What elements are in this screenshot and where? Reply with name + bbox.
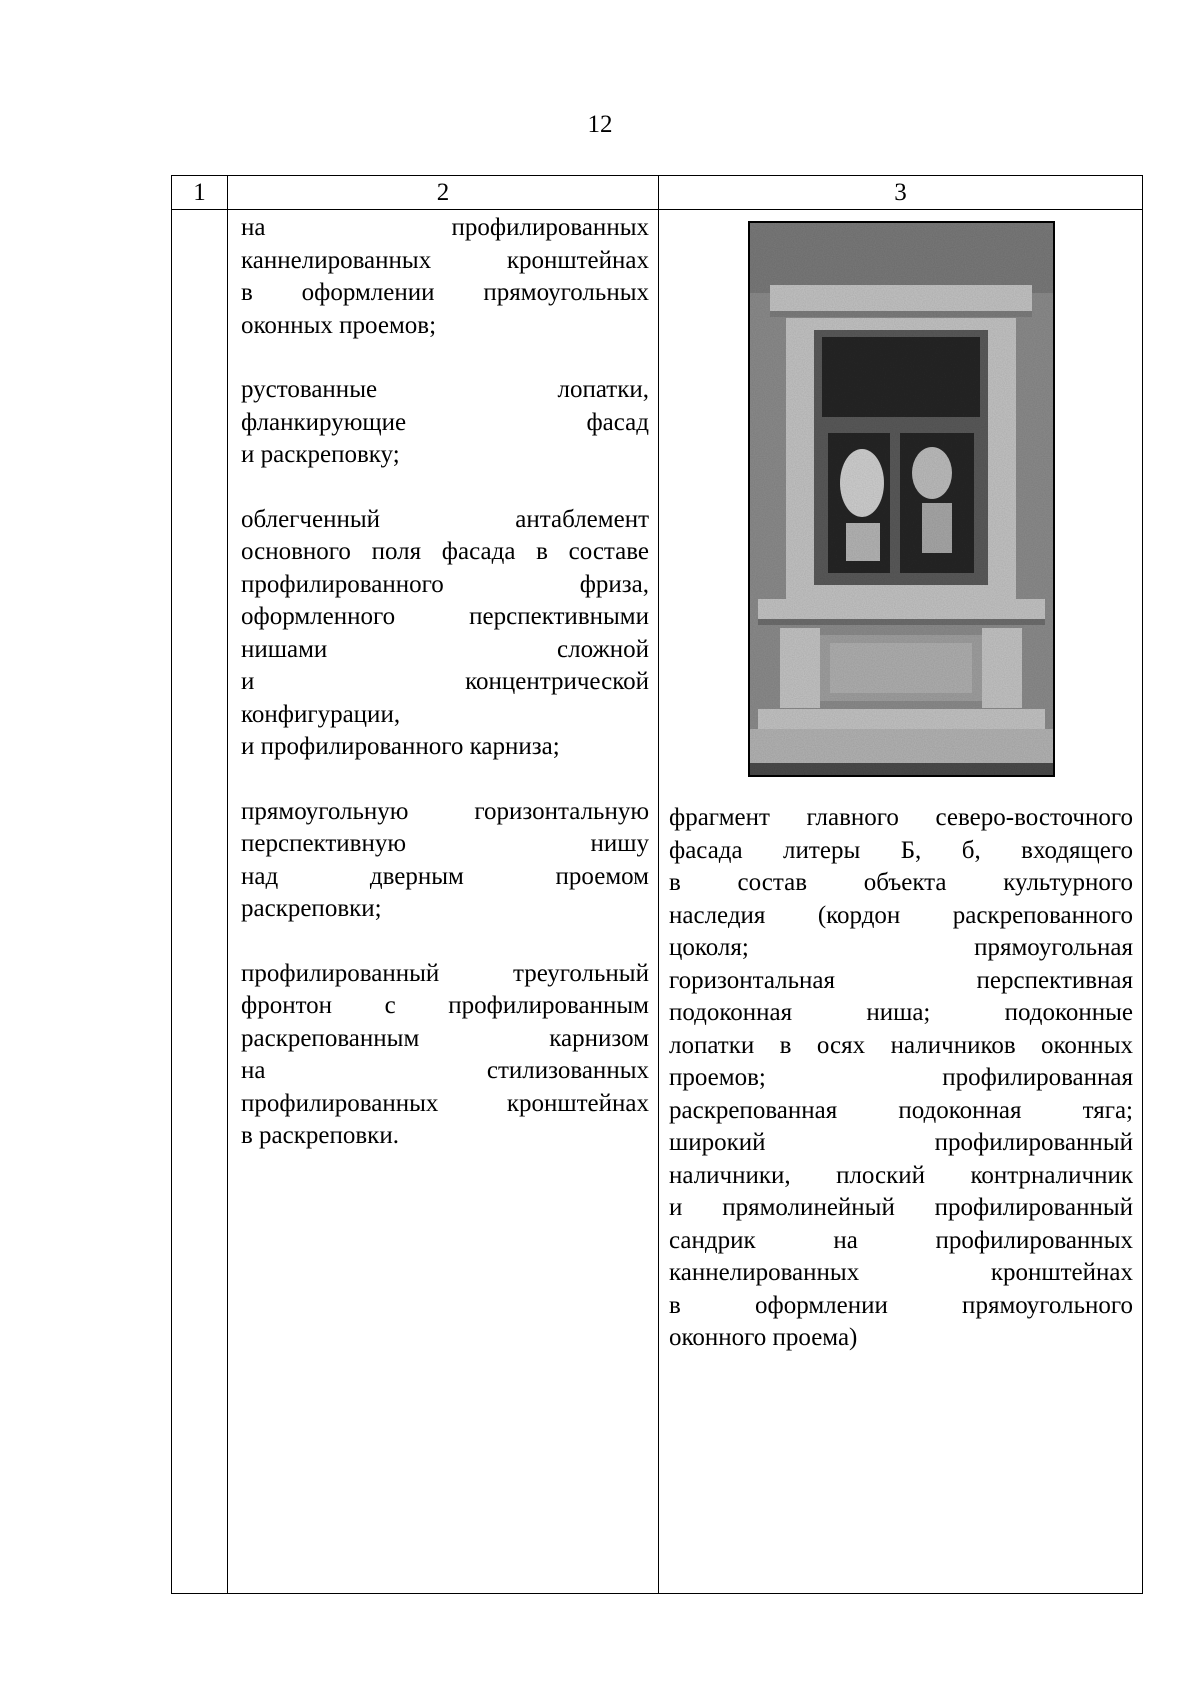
text-line: рустованные лопатки, — [241, 376, 649, 403]
text-line: над дверным проемом — [241, 862, 649, 890]
text-line: сандрик на профилированных — [669, 1226, 1133, 1254]
text-line: облегченный антаблемент — [241, 505, 649, 533]
text-line: каннелированных кронштейнах — [241, 246, 649, 274]
text-line: оконных проемов; — [241, 311, 437, 339]
text-line: наличники, плоский контрналичник — [669, 1161, 1133, 1189]
text-line: в оформлении прямоугольного — [669, 1291, 1133, 1319]
text-line: конфигурации, — [241, 700, 401, 728]
text-line: раскреповки; — [241, 895, 382, 922]
column-divider-2 — [658, 176, 659, 1593]
text-line: на стилизованных — [241, 1057, 649, 1084]
text-line: и профилированного карниза; — [241, 733, 560, 760]
text-line: перспективную нишу — [241, 830, 649, 857]
column-3-photo-caption — [669, 802, 1133, 1355]
text-line: лопатки в осях наличников оконных — [669, 1031, 1133, 1059]
page-number: 12 — [587, 111, 613, 138]
text-line: цоколя; прямоугольная — [669, 934, 1133, 961]
column-2-paragraph — [241, 958, 649, 1153]
text-line: в оформлении прямоугольных — [241, 279, 649, 306]
text-line: фланкирующие фасад — [241, 408, 649, 436]
column-header-3: 3 — [894, 179, 907, 206]
column-divider-1 — [227, 176, 228, 1593]
text-line: и раскреповку; — [241, 441, 400, 468]
text-line: оконного проема) — [669, 1324, 858, 1351]
text-line: профилированных кронштейнах — [241, 1089, 649, 1117]
header-row-divider — [172, 209, 1142, 210]
column-2-description — [241, 212, 649, 1185]
column-2-paragraph — [241, 374, 649, 472]
text-line: фасада литеры Б, б, входящего — [669, 836, 1133, 864]
column-2-paragraph — [241, 796, 649, 926]
photo-caption — [669, 802, 1133, 1355]
document-table — [171, 175, 1143, 1594]
text-line: фронтон с профилированным — [241, 992, 649, 1019]
text-line: каннелированных кронштейнах — [669, 1259, 1133, 1286]
text-line: фрагмент главного северо-восточного — [669, 804, 1133, 831]
text-line: горизонтальная перспективная — [669, 966, 1133, 994]
text-line: профилированного фриза, — [241, 570, 649, 598]
text-line: в раскреповки. — [241, 1122, 399, 1149]
column-header-1: 1 — [193, 179, 206, 206]
column-2-paragraph — [241, 504, 649, 764]
text-line: основного поля фасада в составе — [241, 538, 649, 565]
text-line: профилированный треугольный — [241, 959, 649, 987]
facade-window-photo — [748, 221, 1055, 777]
text-line: нишами сложной — [241, 635, 649, 663]
text-line: проемов; профилированная — [669, 1064, 1133, 1091]
text-line: широкий профилированный — [669, 1129, 1133, 1156]
text-line: в состав объекта культурного — [669, 869, 1133, 896]
text-line: оформленного перспективными — [241, 603, 649, 630]
text-line: и прямолинейный профилированный — [669, 1194, 1133, 1221]
column-header-2: 2 — [436, 179, 450, 206]
text-line: подоконная ниша; подоконные — [669, 999, 1133, 1026]
column-2-paragraph — [241, 212, 649, 342]
text-line: прямоугольную горизонтальную — [241, 797, 649, 825]
text-line: раскрепованная подоконная тяга; — [669, 1096, 1133, 1124]
text-line: на профилированных — [241, 214, 649, 241]
text-line: и концентрической — [241, 668, 649, 695]
text-line: наследия (кордон раскрепованного — [669, 901, 1133, 929]
text-line: раскрепованным карнизом — [241, 1024, 649, 1052]
